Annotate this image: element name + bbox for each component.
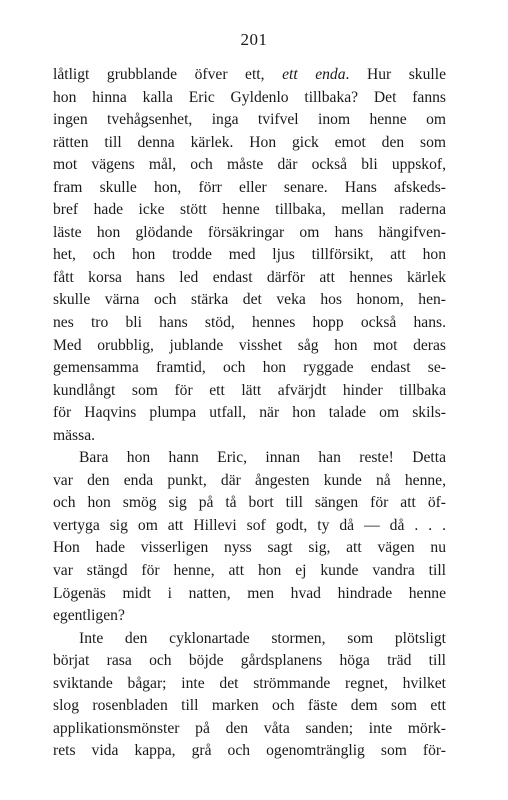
- text-line: [53, 718, 446, 741]
- text-line: [53, 177, 446, 200]
- paragraph: [53, 628, 446, 763]
- text-line: [53, 470, 446, 493]
- paragraph: [53, 64, 446, 447]
- text-line: [53, 222, 446, 245]
- text-line: [53, 605, 446, 628]
- text-segment: applikationsmönster på den våta sanden; inte mörk-: [53, 719, 446, 737]
- text-segment: bref hade icke stött henne tillbaka, mellan raderna: [53, 201, 446, 219]
- text-line: [53, 380, 446, 403]
- text-segment: slog rosenbladen till marken och fäste dem som ett: [53, 697, 446, 715]
- text-segment: läste hon glödande försäkringar om hans hängifven-: [53, 223, 446, 241]
- text-segment: . Hur skulle: [345, 66, 446, 83]
- text-segment: Bara hon hann Eric, innan han reste! Detta: [79, 449, 446, 467]
- text-line: [53, 244, 446, 267]
- page-number: 201: [240, 30, 268, 49]
- text-line: [53, 673, 446, 696]
- text-line: [53, 650, 446, 673]
- text-segment: Hon hade visserligen nyss sagt sig, att vägen nu: [53, 539, 446, 557]
- text-line: [53, 425, 446, 448]
- text-segment: nes tro bli hans stöd, hennes hopp också hans.: [53, 314, 446, 332]
- text-segment: fått korsa hans led endast därför att hennes kärlek: [53, 268, 446, 286]
- text-line: [53, 583, 446, 606]
- text-line: [53, 402, 446, 425]
- text-segment: skulle värna och stärka det veka hos honom, hen-: [53, 291, 446, 309]
- text-line: [53, 64, 446, 87]
- text-line: [53, 447, 446, 470]
- text-segment: egentligen?: [53, 607, 125, 625]
- text-line: [53, 109, 446, 132]
- text-line: [53, 289, 446, 312]
- text-segment: rets vida kappa, grå och ogenomtränglig som för-: [53, 742, 446, 760]
- text-segment: var den enda punkt, där ångesten kunde nå henne,: [53, 471, 446, 489]
- text-segment: börjat rasa och böjde gårdsplanens höga träd till: [53, 652, 446, 670]
- text-segment: gemensamma framtid, och hon ryggade endast se-: [53, 359, 446, 377]
- text-line: [53, 357, 446, 380]
- italic-text: ett enda: [282, 66, 346, 83]
- text-segment: ingen tvehågsenhet, inga tvifvel inom henne om: [53, 111, 446, 129]
- text-segment: Lögenäs midt i natten, men hvad hindrade henne: [53, 584, 446, 602]
- text-line: [53, 515, 446, 538]
- text-segment: hon hinna kalla Eric Gyldenlo tillbaka? Det fanns: [53, 88, 446, 106]
- text-line: [53, 154, 446, 177]
- text-segment: Inte den cyklonartade stormen, som plötsligt: [79, 629, 446, 647]
- text-line: [53, 695, 446, 718]
- text-segment: låtligt grubblande öfver ett,: [53, 66, 283, 83]
- text-line: [53, 312, 446, 335]
- text-line: [53, 560, 446, 583]
- text-segment: för Haqvins plumpa utfall, när hon talade om skils-: [53, 404, 446, 422]
- text-segment: sviktande bågar; inte det strömmande regnet, hvilket: [53, 674, 446, 692]
- text-segment: Med orubblig, jublande visshet såg hon mot deras: [53, 336, 446, 354]
- text-segment: mot vägens mål, och måste där också bli uppskof,: [53, 156, 446, 174]
- text-line: [53, 199, 446, 222]
- text-line: [53, 492, 446, 515]
- text-segment: kundlångt som för ett lätt afvärjdt hinder tillbaka: [53, 381, 446, 399]
- text-segment: rätten till denna kärlek. Hon gick emot den som: [53, 133, 446, 151]
- text-segment: mässa.: [53, 426, 96, 444]
- text-line: [53, 628, 446, 651]
- text-line: [53, 335, 446, 358]
- paragraph: [53, 447, 446, 627]
- text-line: [53, 132, 446, 155]
- body-text: [53, 64, 446, 763]
- text-line: [53, 267, 446, 290]
- text-segment: fram skulle hon, förr eller senare. Hans afskeds-: [53, 178, 446, 196]
- text-segment: och hon smög sig på tå bort till sängen för att öf-: [53, 494, 446, 512]
- text-segment: het, och hon trodde med ljus tillförsikt, att hon: [53, 246, 446, 264]
- text-segment: var stängd för henne, att hon ej kunde vandra till: [53, 562, 446, 580]
- text-line: [53, 87, 446, 110]
- text-line: [53, 740, 446, 763]
- text-line: [53, 537, 446, 560]
- text-segment: vertyga sig om att Hillevi sof godt, ty då — då . . .: [53, 516, 446, 534]
